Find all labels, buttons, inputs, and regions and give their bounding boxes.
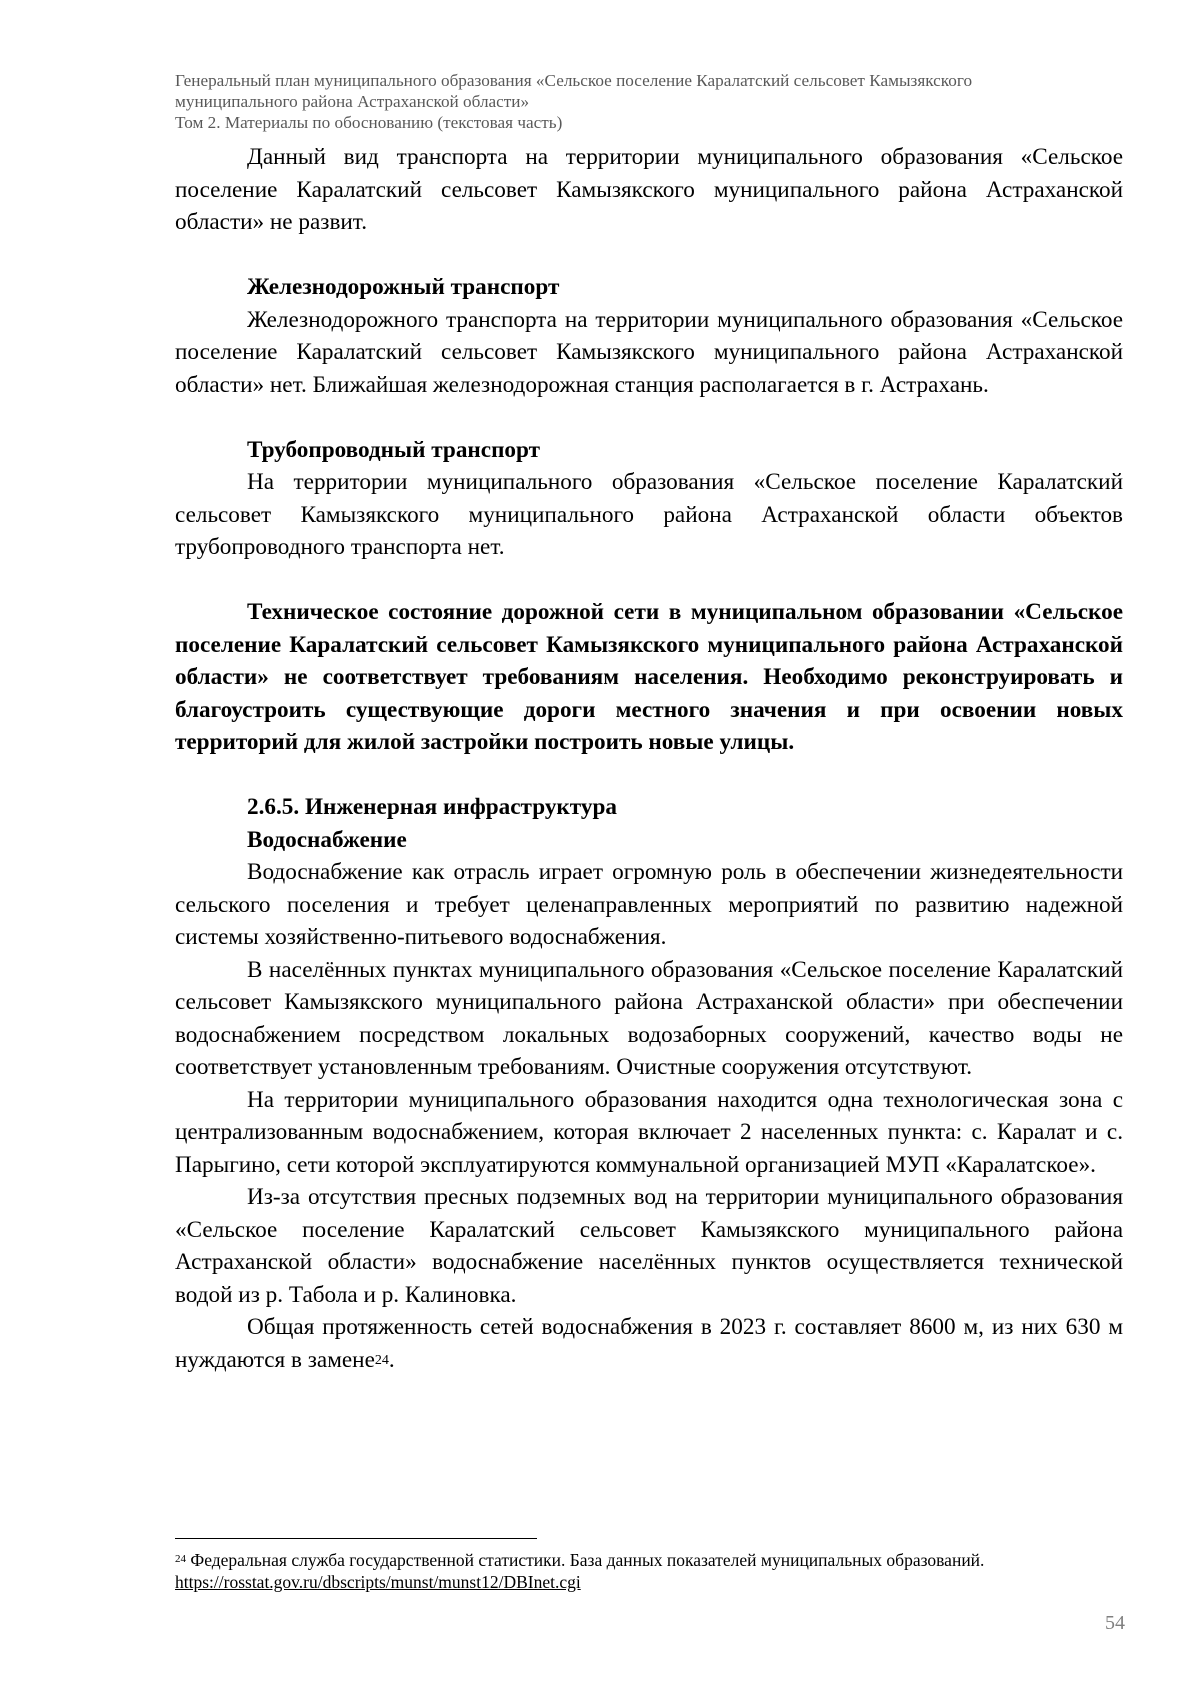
running-header xyxy=(175,70,1135,133)
header-title-line-2: муниципального района Астраханской области» xyxy=(175,92,530,111)
page-body xyxy=(175,141,1123,1376)
footnote-number: 24 xyxy=(175,1553,186,1565)
paragraph-road-network-condition: Техническое состояние дорожной сети в муниципальном образовании «Сельское поселение Каралатский сельсовет Камызякского муниципального района Астраханской области» не соответствует требованиям населения. Необходимо реконструировать и благоустроить существующие дороги местного значения и при освоении новых территорий для жилой застройки построить новые улицы. xyxy=(175,599,1123,755)
network-length-text: Общая протяженность сетей водоснабжения в 2023 г. составляет 8600 м, из них 630 м нуждаются в замене xyxy=(175,1314,1123,1373)
paragraph-pipeline-transport: На территории муниципального образования «Сельское поселение Каралатский сельсовет Камызякского муниципального района Астраханской области объектов трубопроводного транспорта нет. xyxy=(175,469,1123,560)
paragraph-technical-water-source: Из-за отсутствия пресных подземных вод на территории муниципального образования «Сельское поселение Каралатский сельсовет Камызякского муниципального района Астраханской области» водоснабжение населённых пунктов осуществляется технической водой из р. Табола и р. Калиновка. xyxy=(175,1184,1123,1308)
header-volume-line: Том 2. Материалы по обоснованию (текстовая часть) xyxy=(175,113,563,132)
paragraph-transport-not-developed: Данный вид транспорта на территории муниципального образования «Сельское поселение Каралатский сельсовет Камызякского муниципального района Астраханской области» не развит. xyxy=(175,144,1123,235)
footnote-text-line xyxy=(175,1549,1123,1571)
footnote-text: Федеральная служба государственной статистики. База данных показателей муниципальных образований. xyxy=(186,1550,985,1570)
header-title-line-1: Генеральный план муниципального образования «Сельское поселение Каралатский сельсовет Камызякского xyxy=(175,71,973,90)
paragraph-network-length xyxy=(175,1311,1123,1376)
paragraph-railway-transport: Железнодорожного транспорта на территории муниципального образования «Сельское поселение Каралатский сельсовет Камызякского муниципального района Астраханской области» нет. Ближайшая железнодорожная станция располагается в г. Астрахань. xyxy=(175,306,1123,398)
footnote-link[interactable]: https://rosstat.gov.ru/dbscripts/munst/munst12/DBInet.cgi xyxy=(175,1572,581,1592)
heading-pipeline-transport: Трубопроводный транспорт xyxy=(247,436,541,463)
heading-railway-transport: Железнодорожный транспорт xyxy=(247,274,560,300)
heading-water-supply: Водоснабжение xyxy=(247,826,407,853)
footnote-separator xyxy=(175,1538,537,1539)
page-number: 54 xyxy=(1105,1612,1125,1634)
network-length-end: . xyxy=(388,1346,395,1373)
footnote xyxy=(175,1549,1123,1593)
paragraph-water-supply-role: Водоснабжение как отрасль играет огромную роль в обеспечении жизнедеятельности сельского поселения и требует целенаправленных мероприятий по развитию надежной системы хозяйственно-питьевого водоснабжения. xyxy=(175,859,1123,950)
footnote-reference[interactable]: 24 xyxy=(374,1352,389,1368)
heading-engineering-infrastructure: 2.6.5. Инженерная инфраструктура xyxy=(247,794,617,820)
paragraph-technological-zone: На территории муниципального образования находится одна технологическая зона с централизованным водоснабжением, которая включает 2 населенных пункта: с. Каралат и с. Парыгино, сети которой эксплуатируются коммунальной организацией МУП «Каралатское». xyxy=(175,1086,1123,1178)
paragraph-water-quality: В населённых пунктах муниципального образования «Сельское поселение Каралатский сельсовет Камызякского муниципального района Астраханской области» при обеспечении водоснабжением посредством локальных водозаборных сооружений, качество воды не соответствует установленным требованиям. Очистные сооружения отсутствуют. xyxy=(175,956,1123,1080)
